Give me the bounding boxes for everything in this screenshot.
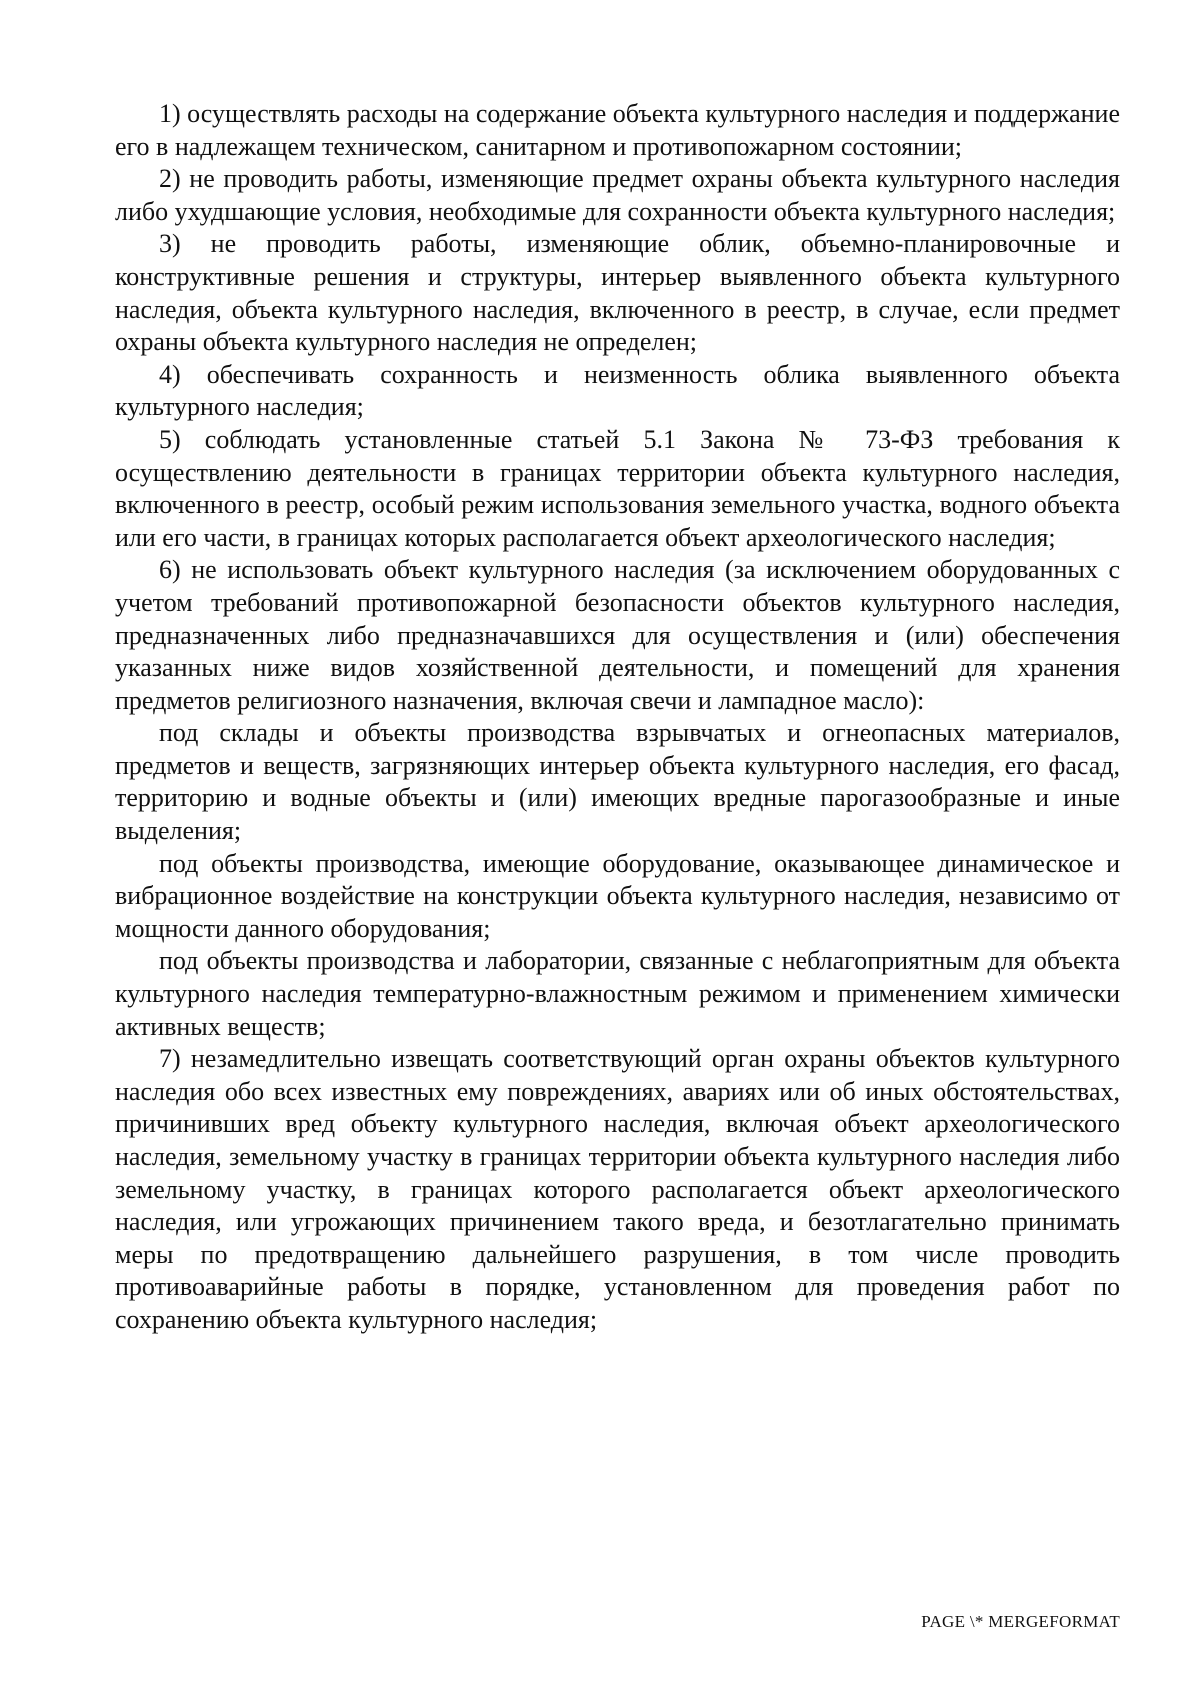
paragraph-item-5: 5) соблюдать установленные статьей 5.1 Закона № 73-ФЗ требования к осуществлению деятельности в границах территории объекта культурного наследия, включенного в реестр, особый режим использования земельного участка, водного объекта или его части, в границах которых располагается объект археологического наследия; xyxy=(115,424,1120,552)
paragraph-item-1: 1) осуществлять расходы на содержание объекта культурного наследия и поддержание его в надлежащем техническом, санитарном и противопожарном состоянии; xyxy=(115,99,1120,161)
paragraph-item-3: 3) не проводить работы, изменяющие облик, объемно-планировочные и конструктивные решения и структуры, интерьер выявленного объекта культурного наследия, объекта культурного наследия, включенного в реестр, в случае, если предмет охраны объекта культурного наследия не определен; xyxy=(115,229,1120,357)
paragraph-item-6: 6) не использовать объект культурного наследия (за исключением оборудованных с учетом требований противопожарной безопасности объектов культурного наследия, предназначенных либо предназначавшихся для осуществления и (или) обеспечения указанных ниже видов хозяйственной деятельности, и помещений для хранения предметов религиозного назначения, включая свечи и лампадное масло): xyxy=(115,555,1120,715)
page-number-field: PAGE \* MERGEFORMAT xyxy=(921,1612,1120,1631)
paragraph-subitem-warehouses: под склады и объекты производства взрывчатых и огнеопасных материалов, предметов и веществ, загрязняющих интерьер объекта культурного наследия, его фасад, территорию и водные объекты и (или) имеющих вредные парогазообразные и иные выделения; xyxy=(115,718,1120,846)
paragraph-item-7: 7) незамедлительно извещать соответствующий орган охраны объектов культурного наследия обо всех известных ему повреждениях, авариях или об иных обстоятельствах, причинивших вред объекту культурного наследия, включая объект археологического наследия, земельному участку в границах территории объекта культурного наследия либо земельному участку, в границах которого располагается объект археологического наследия, или угрожающих причинением такого вреда, и безотлагательно принимать меры по предотвращению дальнейшего разрушения, в том числе проводить противоаварийные работы в порядке, установленном для проведения работ по сохранению объекта культурного наследия; xyxy=(115,1044,1120,1334)
paragraph-item-4: 4) обеспечивать сохранность и неизменность облика выявленного объекта культурного наследия; xyxy=(115,359,1120,422)
paragraph-subitem-laboratories: под объекты производства и лаборатории, связанные с неблагоприятным для объекта культурного наследия температурно-влажностным режимом и применением химически активных веществ; xyxy=(115,946,1120,1041)
paragraph-subitem-production-equipment: под объекты производства, имеющие оборудование, оказывающее динамическое и вибрационное воздействие на конструкции объекта культурного наследия, независимо от мощности данного оборудования; xyxy=(115,848,1120,943)
paragraph-item-2: 2) не проводить работы, изменяющие предмет охраны объекта культурного наследия либо ухудшающие условия, необходимые для сохранности объекта культурного наследия; xyxy=(115,164,1120,226)
document-body xyxy=(115,98,1120,1337)
